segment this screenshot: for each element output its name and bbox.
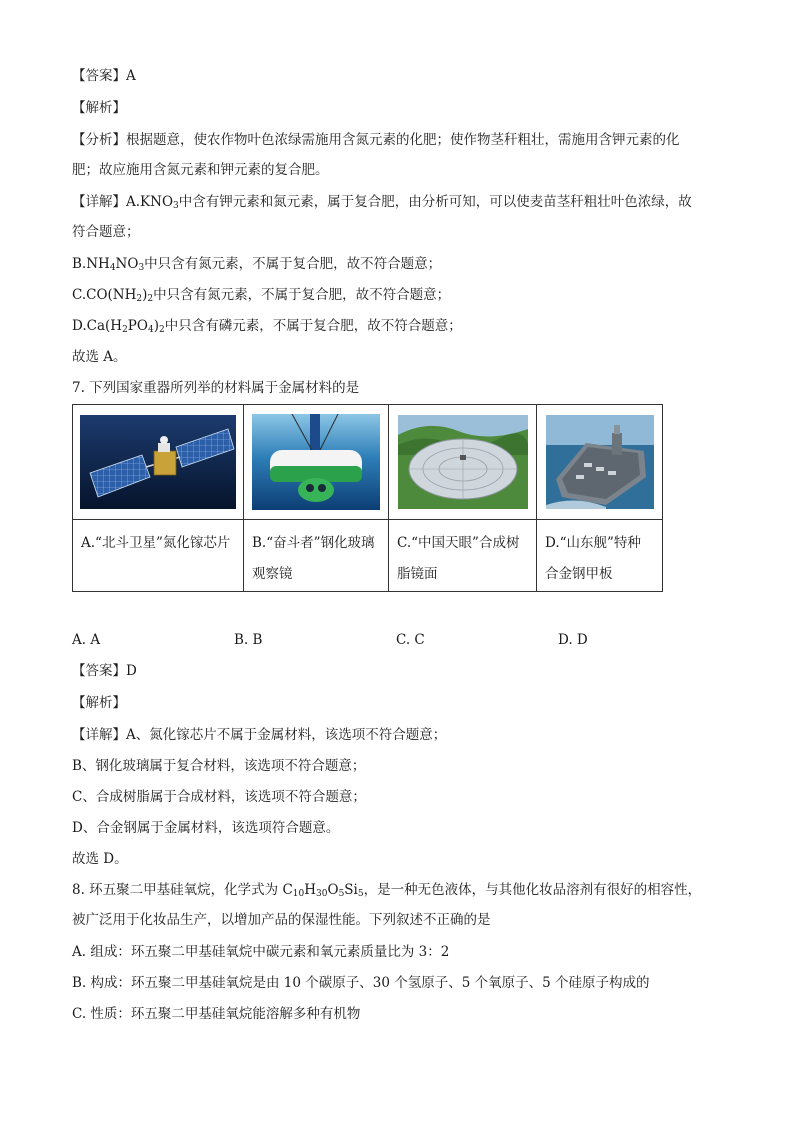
q7-cell-c-image <box>389 405 537 520</box>
q7-cell-d-image <box>537 405 663 520</box>
q6-fenxi-line-1: 【分析】根据题意，使农作物叶色浓绿需施用含氮元素的化肥；使作物茎秆粗壮，需施用含钾元素的化 <box>72 132 680 148</box>
q7-line-d: D、合金钢属于金属材料，该选项符合题意。 <box>72 820 340 836</box>
q6-line-b: $B.NH_4NO_3$中只含有氮元素，不属于复合肥，故不符合题意； <box>72 256 442 273</box>
q7-line-b: B、钢化玻璃属于复合材料，该选项不符合题意； <box>72 758 366 774</box>
q6-xiangjie-line-a-cont: 符合题意； <box>72 224 140 240</box>
q6-xiangjie-line-a: 【详解】$A.KNO_3$中含有钾元素和氮元素，属于复合肥，由分析可知，可以使麦苗茎秆粗壮叶色浓绿，故 <box>72 194 692 211</box>
radio-telescope-image <box>398 415 528 509</box>
q8-option-c[interactable]: C. 性质：环五聚二甲基硅氧烷能溶解多种有机物 <box>72 1006 361 1022</box>
submersible-image <box>252 414 380 510</box>
satellite-image <box>80 415 236 509</box>
q8-stem-line-1: 8. 环五聚二甲基硅氧烷，化学式为 $C_{10}H_{30}O_5Si_5$，是一种无色液体，与其他化妆品溶剂有很好的相容性， <box>72 882 702 899</box>
aircraft-carrier-image <box>546 415 654 509</box>
q7-caption-d: D.“山东舰”特种合金钢甲板 <box>537 520 663 592</box>
q7-cell-a-image <box>73 405 244 520</box>
q6-line-d: $D.Ca(H_2PO_4)_2$中只含有磷元素，不属于复合肥，故不符合题意； <box>72 318 462 335</box>
q8-stem-line-2: 被广泛用于化妆品生产，以增加产品的保湿性能。下列叙述不正确的是 <box>72 912 491 928</box>
q7-option-b[interactable]: B. B <box>234 632 263 648</box>
q7-xiangjie: 【详解】A、氮化镓芯片不属于金属材料，该选项不符合题意； <box>72 727 447 743</box>
q7-option-a[interactable]: A. A <box>72 632 101 648</box>
q7-cell-b-image <box>244 405 389 520</box>
q7-caption-b: B.“奋斗者”钢化玻璃观察镜 <box>244 520 389 592</box>
q6-line-c: $C.CO(NH_2)_2$中只含有氮元素，不属于复合肥，故不符合题意； <box>72 287 451 304</box>
q8-option-a[interactable]: A. 组成：环五聚二甲基硅氧烷中碳元素和氧元素质量比为 3：2 <box>72 944 450 960</box>
q7-answer: 【答案】D <box>72 663 137 679</box>
q6-answer: 【答案】A <box>72 68 136 84</box>
q8-option-b[interactable]: B. 构成：环五聚二甲基硅氧烷是由 10 个碳原子、30 个氢原子、5 个氧原子、5 个硅原子构成的 <box>72 975 650 991</box>
q7-image-table <box>72 404 663 592</box>
q6-analysis-heading: 【解析】 <box>72 100 126 116</box>
q6-conclusion: 故选 A。 <box>72 349 127 365</box>
q6-fenxi-line-2: 肥；故应施用含氮元素和钾元素的复合肥。 <box>72 162 329 178</box>
q7-option-d[interactable]: D. D <box>558 632 588 648</box>
q7-caption-c: C.“中国天眼”合成树脂镜面 <box>389 520 537 592</box>
q7-option-c[interactable]: C. C <box>396 632 425 648</box>
q7-analysis-heading: 【解析】 <box>72 695 126 711</box>
q7-conclusion: 故选 D。 <box>72 851 128 867</box>
q7-stem: 7. 下列国家重器所列举的材料属于金属材料的是 <box>72 380 360 396</box>
q7-line-c: C、合成树脂属于合成材料，该选项不符合题意； <box>72 789 366 805</box>
q7-caption-a: A.“北斗卫星”氮化镓芯片 <box>73 520 244 592</box>
